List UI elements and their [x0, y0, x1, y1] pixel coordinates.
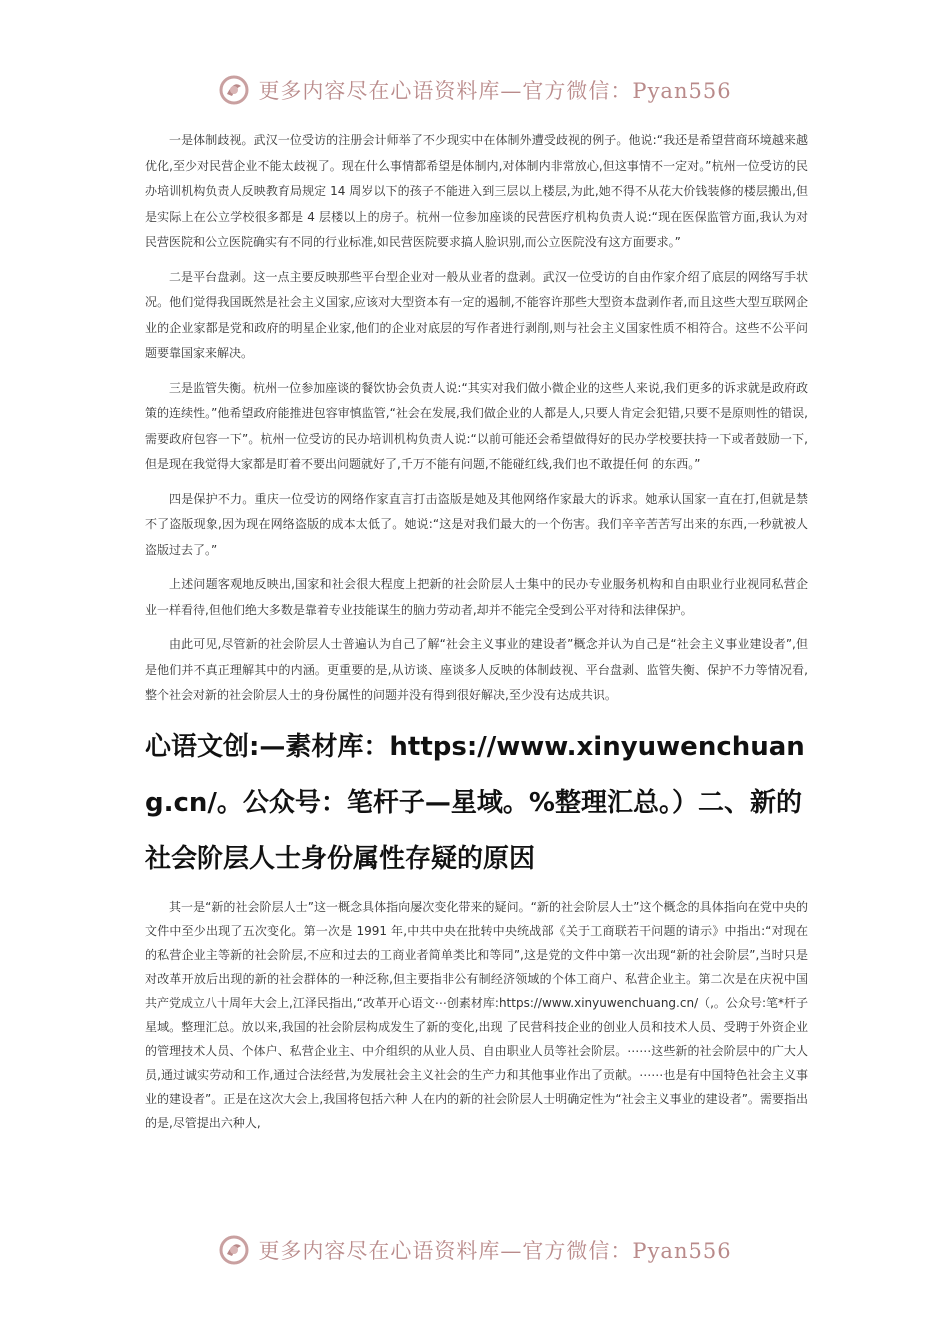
header-watermark-banner — [0, 74, 950, 106]
circular-swirl-logo-icon — [218, 74, 250, 106]
paragraph-conclusion: 由此可见,尽管新的社会阶层人士普遍认为自己了解“社会主义事业的建设者”概念并认为自己是“社会主义事业建设者”,但是他们并不真正理解其中的内涵。更重要的是,从访谈、座谈多人反映的体制歧视、平台盘剥、监管失衡、保护不力等情况看,整个社会对新的社会阶层人士的身份属性的问题并没有得到很好解决,至少没有达成共识。 — [145, 637, 808, 702]
paragraph-platform-exploitation: 二是平台盘剥。这一点主要反映那些平台型企业对一般从业者的盘剥。武汉一位受访的自由作家介绍了底层的网络写手状况。他们觉得我国既然是社会主义国家,应该对大型资本有一定的遏制,不能容许那些大型资本盘剥作者,而且这些大型互联网企业的企业家都是党和政府的明星企业家,他们的企业对底层的写作者进行剥削,则与社会主义国家性质不相符合。这些不公平问题要靠国家来解决。 — [145, 269, 808, 360]
section-heading: 心语文创:—素材库：https://www.xinyuwenchuang.cn/。公众号：笔杆子—星域。%整理汇总。）二、新的社会阶层人士身份属性存疑的原因 — [145, 731, 805, 874]
paragraph-weak-protection: 四是保护不力。重庆一位受访的网络作家直言打击盗版是她及其他网络作家最大的诉求。她承认国家一直在打,但就是禁不了盗版现象,因为现在网络盗版的成本太低了。她说:“这是对我们最大的一个伤害。我们辛辛苦苦写出来的东西,一秒就被人盗版过去了。” — [145, 491, 808, 557]
circular-swirl-logo-icon — [218, 1234, 250, 1266]
header-banner-text: 更多内容尽在心语资料库—官方微信：Pyan556 — [258, 79, 732, 103]
footer-banner-text: 更多内容尽在心语资料库—官方微信：Pyan556 — [258, 1239, 732, 1263]
document-body — [145, 128, 808, 1144]
paragraph-concept-changes: 其一是“新的社会阶层人士”这一概念具体指向屡次变化带来的疑问。“新的社会阶层人士”这个概念的具体指向在党中央的文件中至少出现了五次变化。第一次是 1991 年,中共中央在批转中央统战部《关于工商联若干问题的请示》中指出:“对现在的私营企业主等新的社会阶层,不应和过去的工商业者简单类比和等同”,这是党的文件中第一次出现“新的社会阶层”,当时只是对改革开放后出现的新的社会群体的一种泛称,但主要指非公有制经济领域的个体工商户、私营企业主。第二次是在庆祝中国共产党成立八十周年大会上,江泽民指出,“改革开心语文⋯创素材库:https://www.xinyuwenchuang.cn/（,。公众号:笔*杆子星域。整理汇总。放以来,我国的社会阶层构成发生了新的变化,出现 了民营科技企业的创业人员和技术人员、受聘于外资企业的管理技术人员、个体户、私营企业主、中介组织的从业人员、自由职业人员等社会阶层。⋯⋯这些新的社会阶层中的广大人员,通过诚实劳动和工作,通过合法经营,为发展社会主义社会的生产力和其他事业作出了贡献。⋯⋯也是有中国特色社会主义事业的建设者”。正是在这次大会上,我国将包括六种 人在内的新的社会阶层人士明确定性为“社会主义事业的建设者”。需要指出的是,尽管提出六种人, — [145, 899, 808, 1130]
paragraph-summary: 上述问题客观地反映出,国家和社会很大程度上把新的社会阶层人士集中的民办专业服务机构和自由职业行业视同私营企业一样看待,但他们绝大多数是靠着专业技能谋生的脑力劳动者,却并不能完全受到公平对待和法律保护。 — [145, 577, 808, 617]
footer-watermark-banner — [0, 1234, 950, 1266]
paragraph-regulatory-imbalance: 三是监管失衡。杭州一位参加座谈的餐饮协会负责人说:“其实对我们做小微企业的这些人来说,我们更多的诉求就是政府政策的连续性。”他希望政府能推进包容审慎监管,“社会在发展,我们做企业的人都是人,只要人肯定会犯错,只要不是原则性的错误,需要政府包容一下”。杭州一位受访的民办培训机构负责人说:“以前可能还会希望做得好的民办学校要扶持一下或者鼓励一下,但是现在我觉得大家都是盯着不要出问题就好了,千万不能有问题,不能碰红线,我们也不敢提任何 的东西。” — [145, 380, 808, 471]
paragraph-institutional-discrimination: 一是体制歧视。武汉一位受访的注册会计师举了不少现实中在体制外遭受歧视的例子。他说:“我还是希望营商环境越来越优化,至少对民营企业不能太歧视了。现在什么事情都希望是体制内,对体制内非常放心,但这事情不一定对。”杭州一位受访的民办培训机构负责人反映教育局规定 14 周岁以下的孩子不能进入到三层以上楼层,为此,她不得不从花大价钱装修的楼层搬出,但是实际上在公立学校很多都是 4 层楼以上的房子。杭州一位参加座谈的民营医疗机构负责人说:“现在医保监管方面,我认为对民营医院和公立医院确实有不同的行业标准,如民营医院要求搞人脸识别,而公立医院没有这方面要求。” — [145, 133, 808, 249]
